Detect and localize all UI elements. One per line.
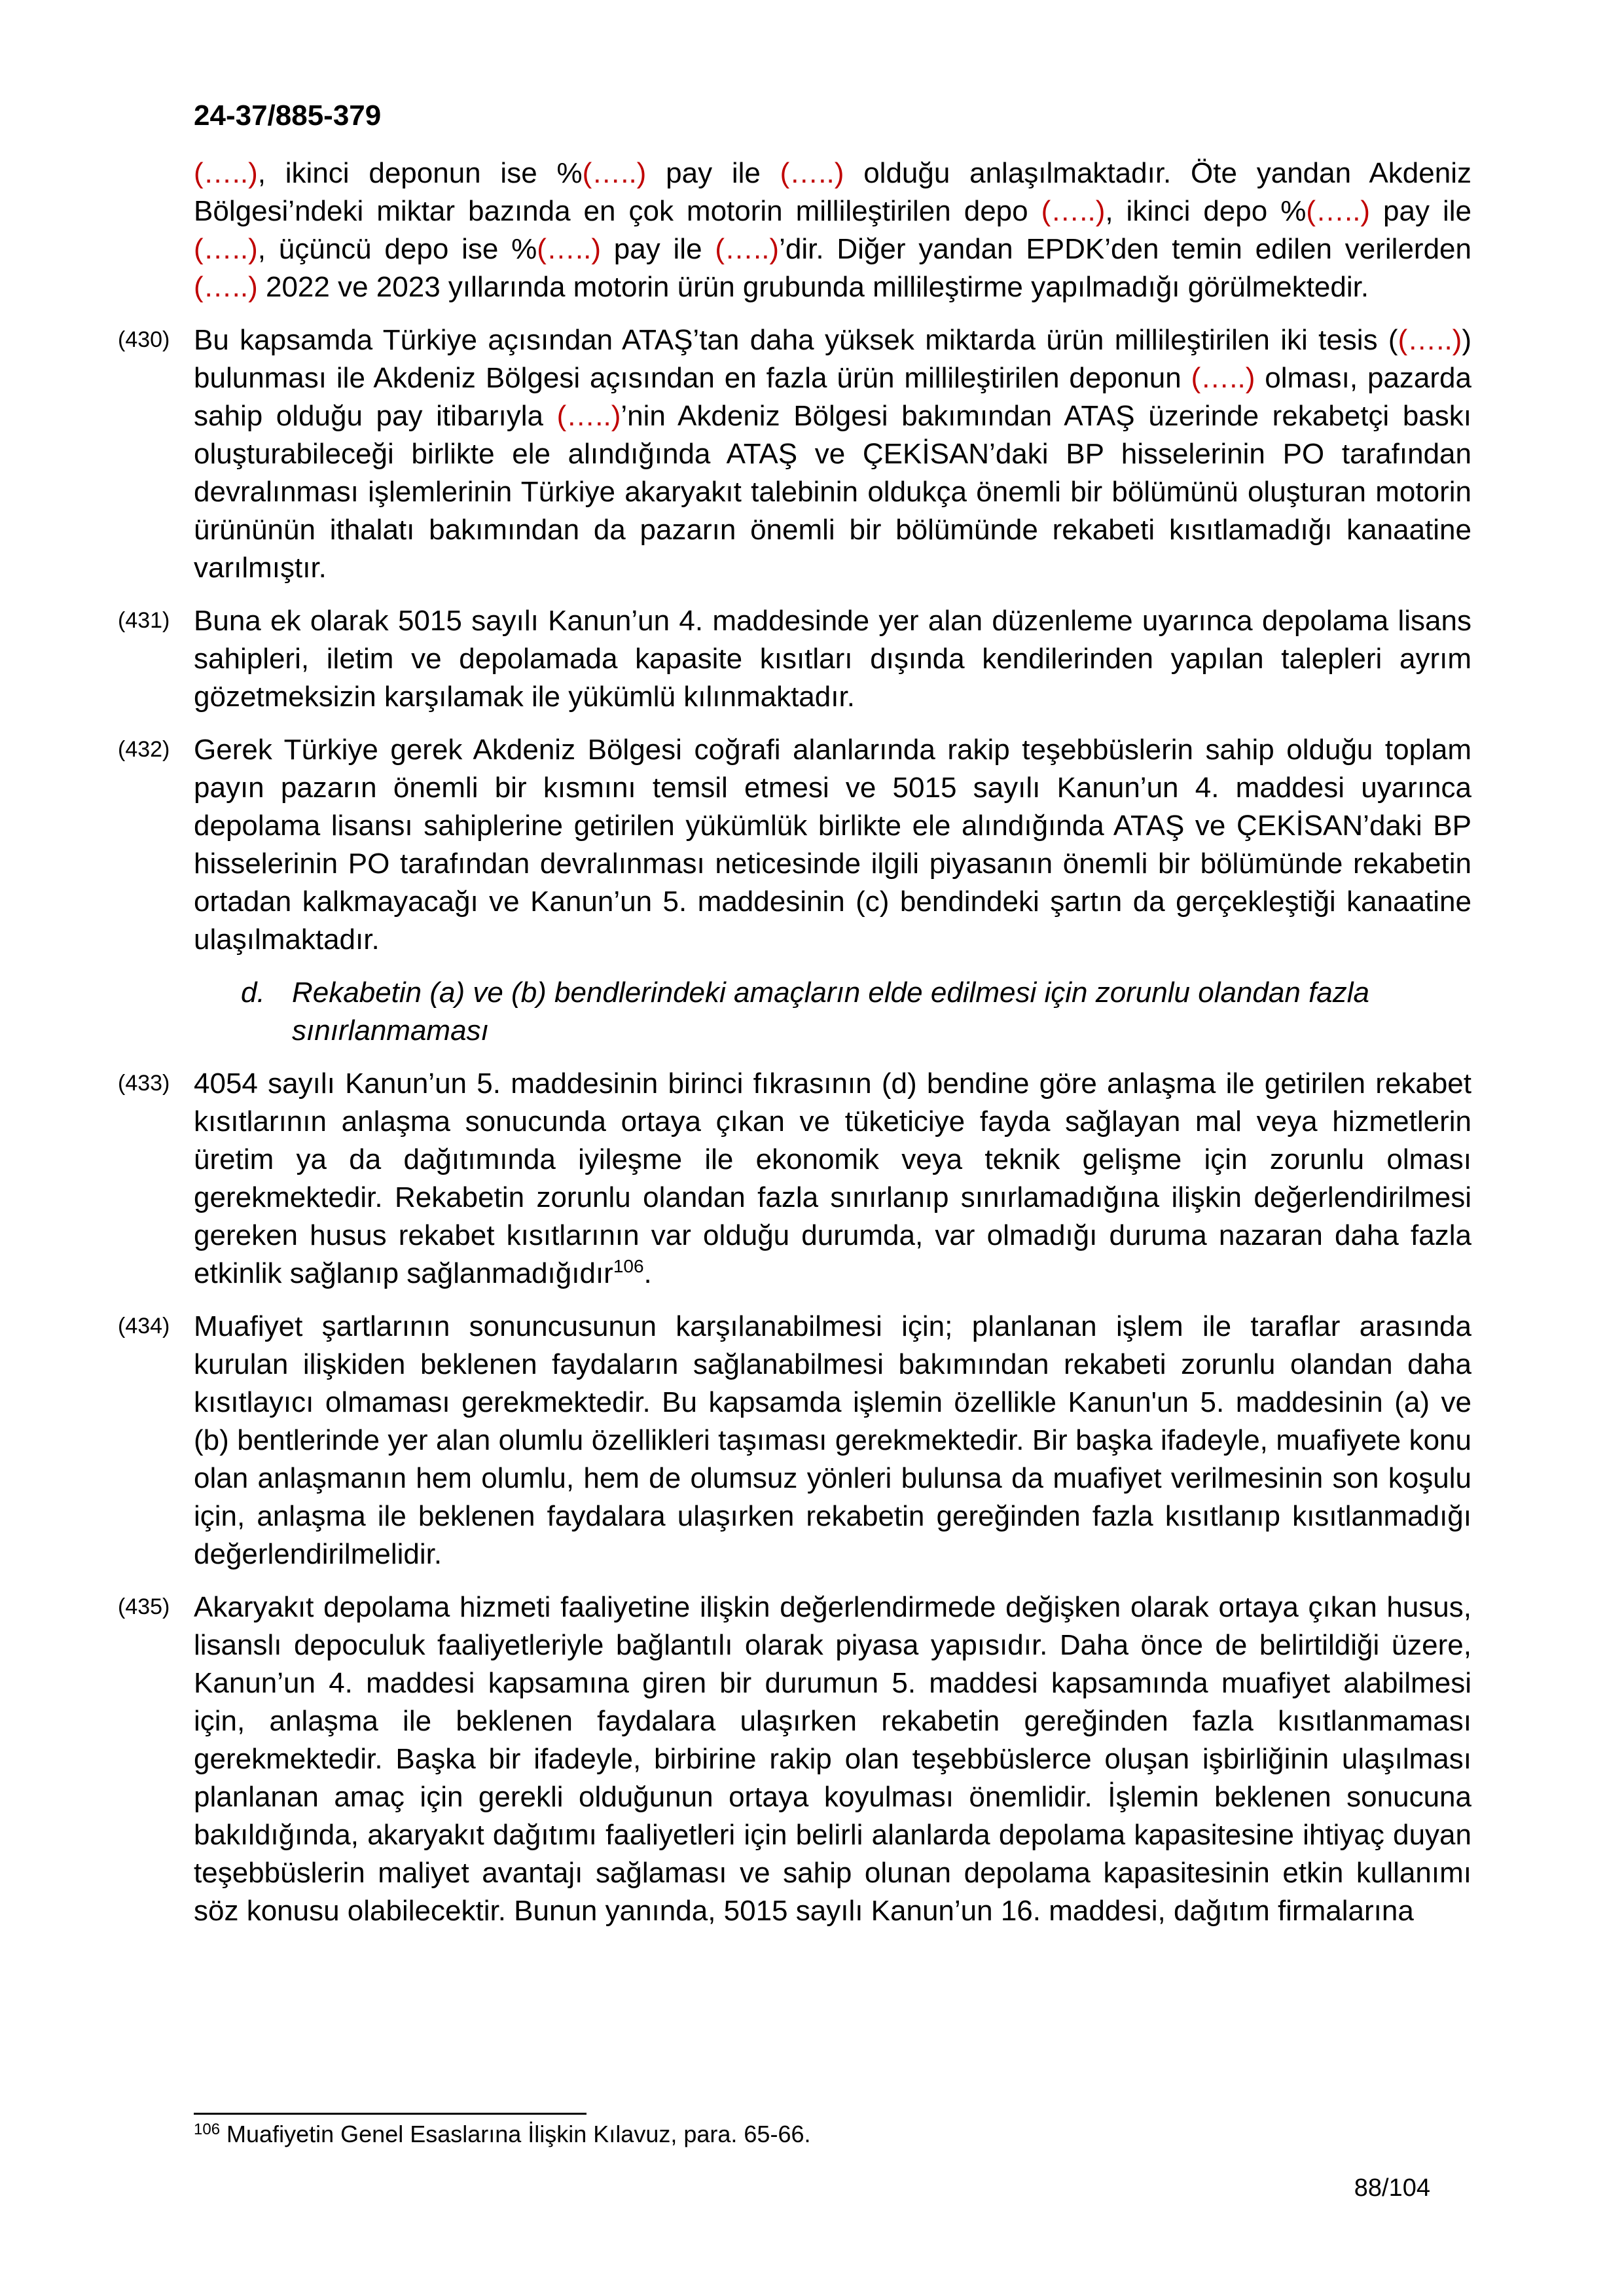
footnote (194, 2118, 1437, 2151)
paragraph-432 (118, 731, 1471, 959)
paragraph-text: Buna ek olarak 5015 sayılı Kanun’un 4. maddesinde yer alan düzenleme uyarınca depolama lisans sahipleri, iletim ve depolamada kapasite kısıtları dışında kendilerinden yapılan talepleri ayrım gözetmeksizin karşılamak ile yükümlü kılınmaktadır. (194, 605, 1471, 713)
paragraph-number: (431) (118, 608, 170, 633)
paragraph-text: 4054 sayılı Kanun’un 5. maddesinin birinci fıkrasının (d) bendine göre anlaşma ile getirilen rekabet kısıtlarının anlaşma sonucunda ortaya çıkan ve tüketiciye fayda sağlayan mal veya hizmetlerin üretim ya da dağıtımında iyileşme ile ekonomik veya teknik gelişme için zorunlu olması gerekmektedir. Rekabetin zorunlu olandan fazla sınırlanıp sınırlamadığına ilişkin değerlendirilmesi gereken husus rekabet kısıtlarının var olduğu durumda, var olmadığı duruma nazaran daha fazla etkinlik sağlanıp sağlanmadığıdır (194, 1067, 1471, 1289)
paragraph-433 (118, 1065, 1471, 1293)
section-letter: d. (241, 977, 265, 1009)
redacted-placeholder: (…..) (556, 400, 621, 432)
paragraph-number: (430) (118, 327, 170, 352)
redacted-placeholder: (…..) (582, 157, 647, 189)
redacted-placeholder: (…..) (1191, 362, 1255, 394)
paragraph-number: (432) (118, 737, 170, 762)
paragraph-end: . (643, 1257, 652, 1289)
redacted-placeholder: (…..) (1306, 195, 1371, 227)
text-segment: pay ile (646, 157, 780, 189)
text-segment: olması, pazarda sahip olduğu pay itibarıyla (194, 362, 1471, 432)
redacted-placeholder: (…..) (194, 157, 258, 189)
paragraph-number: (435) (118, 1594, 170, 1619)
paragraph-text: Muafiyet şartlarının sonuncusunun karşılanabilmesi için; planlanan işlem ile taraflar arasında kurulan ilişkiden beklenen faydaların sağlanabilmesi bakımından rekabeti zorunlu olandan daha kısıtlayıcı olmaması gerekmektedir. Bu kapsamda işlemin özellikle Kanun'un 5. maddesinin (a) ve (b) bentlerinde yer alan olumlu özellikleri taşıması gerekmektedir. Bir başka ifadeyle, muafiyete konu olan anlaşmanın hem olumlu, hem de olumsuz yönleri bulunsa da muafiyet verilmesinin son koşulu için, anlaşma ile beklenen faydalara ulaşırken rekabetin gereğinden fazla kısıtlanıp kısıtlanmadığı değerlendirilmelidir. (194, 1310, 1471, 1570)
paragraph-number: (434) (118, 1314, 170, 1338)
text-segment: , üçüncü depo ise % (257, 233, 537, 265)
page-number: 88/104 (1354, 2174, 1430, 2202)
paragraph-text (194, 324, 1471, 584)
text-segment: , ikinci depo % (1105, 195, 1307, 227)
section-heading-text: Rekabetin (a) ve (b) bendlerindeki amaçların elde edilmesi için zorunlu olandan fazla sınırlanmaması (292, 977, 1370, 1047)
text-segment: 2022 ve 2023 yıllarında motorin ürün grubunda millileştirme yapılmadığı görülmektedir. (257, 271, 1369, 303)
paragraph-430 (118, 321, 1471, 587)
redacted-placeholder: (…..) (194, 233, 258, 265)
paragraph-number: (433) (118, 1071, 170, 1096)
paragraph-continuation (194, 154, 1471, 306)
text-segment: Bu kapsamda Türkiye açısından ATAŞ’tan daha yüksek miktarda ürün millileştirilen iki tesis ( (194, 324, 1398, 356)
redacted-placeholder: (…..) (537, 233, 602, 265)
text-segment: ’nin Akdeniz Bölgesi bakımından ATAŞ üzerinde rekabetçi baskı oluşturabileceği birlikte ele alındığında ATAŞ ve ÇEKİSAN’daki BP hisselerinin PO tarafından devralınması işlemlerinin Türkiye akaryakıt talebinin oldukça önemli bir bölümünü oluşturan motorin ürününün ithalatı bakımından da pazarın önemli bir bölümünde rekabeti kısıtlamadığı kanaatine varılmıştır. (194, 400, 1471, 584)
redacted-placeholder: (…..) (1041, 195, 1106, 227)
redacted-placeholder: (…..) (715, 233, 780, 265)
text-segment: , ikinci deponun ise % (257, 157, 583, 189)
footnote-number: 106 (194, 2121, 221, 2138)
text-segment: ’dir. Diğer yandan EPDK’den temin edilen verilerden (779, 233, 1471, 265)
redacted-placeholder: (…..) (1398, 324, 1462, 356)
redacted-placeholder: (…..) (194, 271, 258, 303)
footnote-divider (194, 2113, 586, 2115)
document-number: 24-37/885-379 (194, 99, 382, 132)
footnote-text: Muafiyetin Genel Esaslarına İlişkin Kılavuz, para. 65-66. (220, 2121, 811, 2147)
paragraph-435 (118, 1588, 1471, 1930)
redacted-placeholder: (…..) (780, 157, 844, 189)
paragraph-text: Akaryakıt depolama hizmeti faaliyetine ilişkin değerlendirmede değişken olarak ortaya çıkan husus, lisanslı depoculuk faaliyetleriyle bağlantılı olarak piyasa yapısıdır. Daha önce de belirtildiği üzere, Kanun’un 4. maddesi kapsamına giren bir durumun 5. maddesi kapsamında muafiyet alabilmesi için, anlaşma ile beklenen faydalara ulaşırken rekabetin gereğinden fazla kısıtlanmaması gerekmektedir. Başka bir ifadeyle, birbirine rakip olan teşebbüslerce oluşan işbirliğinin ulaşılması planlanan amaç için gerekli olduğunun ortaya koyulması önemlidir. İşlemin beklenen sonucuna bakıldığında, akaryakıt dağıtımı faaliyetleri için belirli alanlarda depolama kapasitesine ihtiyaç duyan teşebbüslerin maliyet avantajı sağlaması ve sahip olunan depolama kapasitesinin etkin kullanımı söz konusu olabilecektir. Bunun yanında, 5015 sayılı Kanun’un 16. maddesi, dağıtım firmalarına (194, 1591, 1471, 1927)
text-segment: ) bulunması ile Akdeniz Bölgesi açısından en fazla ürün millileştirilen deponun (194, 324, 1471, 394)
text-segment: pay ile (1370, 195, 1471, 227)
section-heading-d (194, 974, 1471, 1050)
document-body (118, 154, 1471, 1945)
text-segment: olduğu anlaşılmaktadır. Öte yandan Akdeniz Bölgesi’ndeki miktar bazında en çok motorin millileştirilen depo (194, 157, 1471, 227)
text-segment: pay ile (601, 233, 715, 265)
paragraph-434 (118, 1308, 1471, 1573)
paragraph-text: Gerek Türkiye gerek Akdeniz Bölgesi coğrafi alanlarında rakip teşebbüslerin sahip olduğu toplam payın pazarın önemli bir kısmını temsil etmesi ve 5015 sayılı Kanun’un 4. maddesi uyarınca depolama lisansı sahiplerine getirilen yükümlük birlikte ele alındığında ATAŞ ve ÇEKİSAN’daki BP hisselerinin PO tarafından devralınması neticesinde ilgili piyasanın önemli bir bölümünde rekabetin ortadan kalkmayacağı ve Kanun’un 5. maddesinin (c) bendindeki şartın da gerçekleştiği kanaatine ulaşılmaktadır. (194, 734, 1471, 956)
footnote-reference[interactable]: 106 (613, 1256, 644, 1276)
paragraph-431 (118, 602, 1471, 716)
